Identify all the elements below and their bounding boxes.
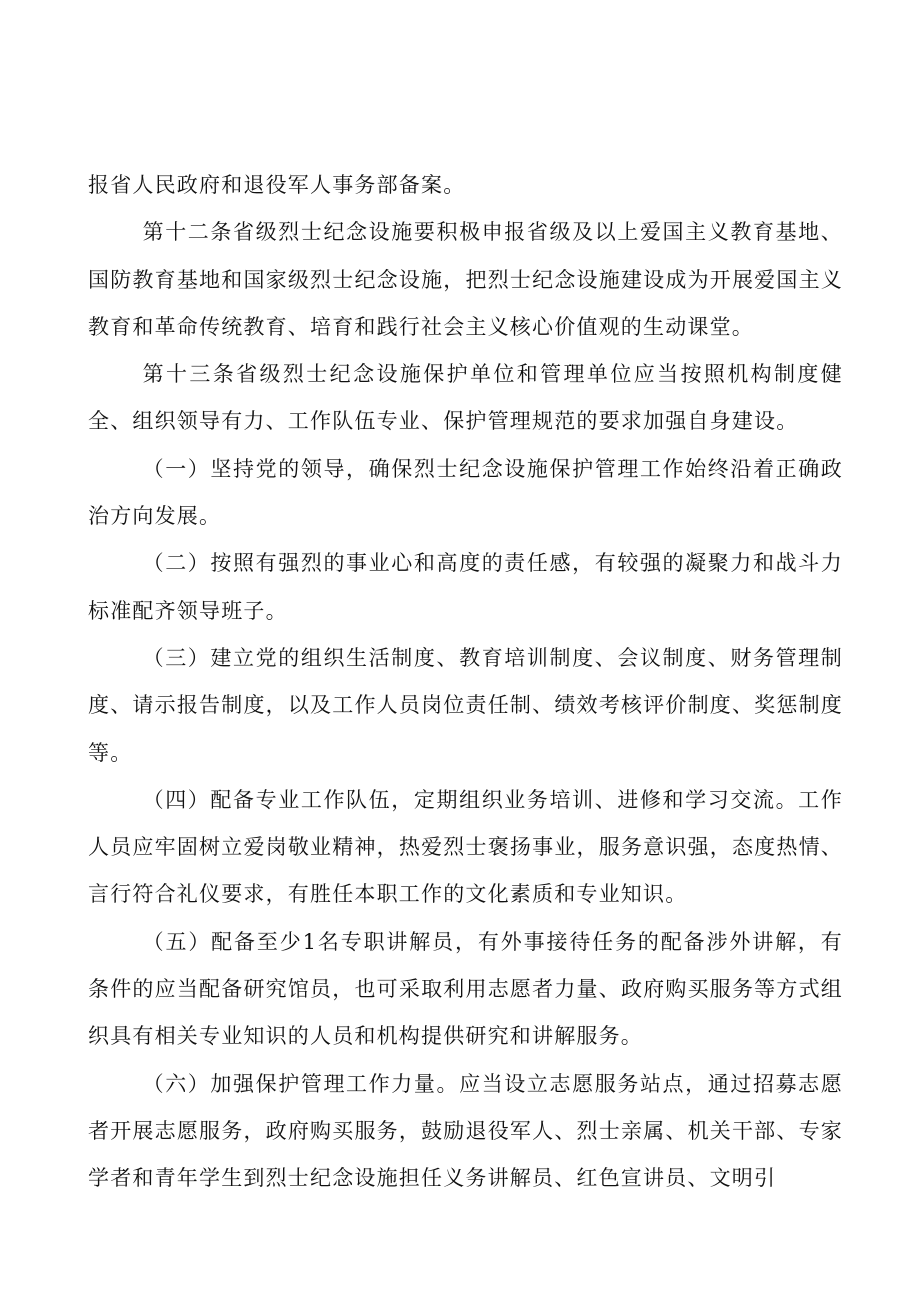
paragraph-continuation: 报省人民政府和退役军人事务部备案。: [88, 173, 466, 197]
paragraph-article-13: 第十三条省级烈士纪念设施保护单位和管理单位应当按照机构制度健全、组织领导有力、工作队伍专业、保护管理规范的要求加强自身建设。: [88, 362, 843, 434]
paragraph-item-1: （一）坚持党的领导，确保烈士纪念设施保护管理工作始终沿着正确政治方向发展。: [88, 456, 843, 529]
paragraph-item-6: （六）加强保护管理工作力量。应当设立志愿服务站点，通过招募志愿者开展志愿服务，政府购买服务，鼓励退役军人、烈士亲属、机关干部、专家学者和青年学生到烈士纪念设施担任义务讲解员、红色宣讲员、文明引: [88, 1071, 843, 1191]
paragraph-item-4: （四）配备专业工作队伍，定期组织业务培训、进修和学习交流。工作人员应牢固树立爱岗敬业精神，热爱烈士褒扬事业，服务意识强，态度热情、言行符合礼仪要求，有胜任本职工作的文化素质和专业知识。: [88, 787, 843, 907]
paragraph-article-12: 第十二条省级烈士纪念设施要积极申报省级及以上爱国主义教育基地、国防教育基地和国家级烈士纪念设施，把烈士纪念设施建设成为开展爱国主义教育和革命传统教育、培育和践行社会主义核心价值观的生动课堂。: [88, 220, 843, 339]
paragraph-item-2: （二）按照有强烈的事业心和高度的责任感，有较强的凝聚力和战斗力标准配齐领导班子。: [88, 551, 843, 623]
document-body: [88, 162, 843, 1203]
paragraph-item-3: （三）建立党的组织生活制度、教育培训制度、会议制度、财务管理制度、请示报告制度，以及工作人员岗位责任制、绩效考核评价制度、奖惩制度等。: [88, 645, 843, 765]
paragraph-item-5: （五）配备至少1名专职讲解员，有外事接待任务的配备涉外讲解，有条件的应当配备研究馆员，也可采取利用志愿者力量、政府购买服务等方式组织具有相关专业知识的人员和机构提供研究和讲解服务。: [88, 929, 843, 1049]
